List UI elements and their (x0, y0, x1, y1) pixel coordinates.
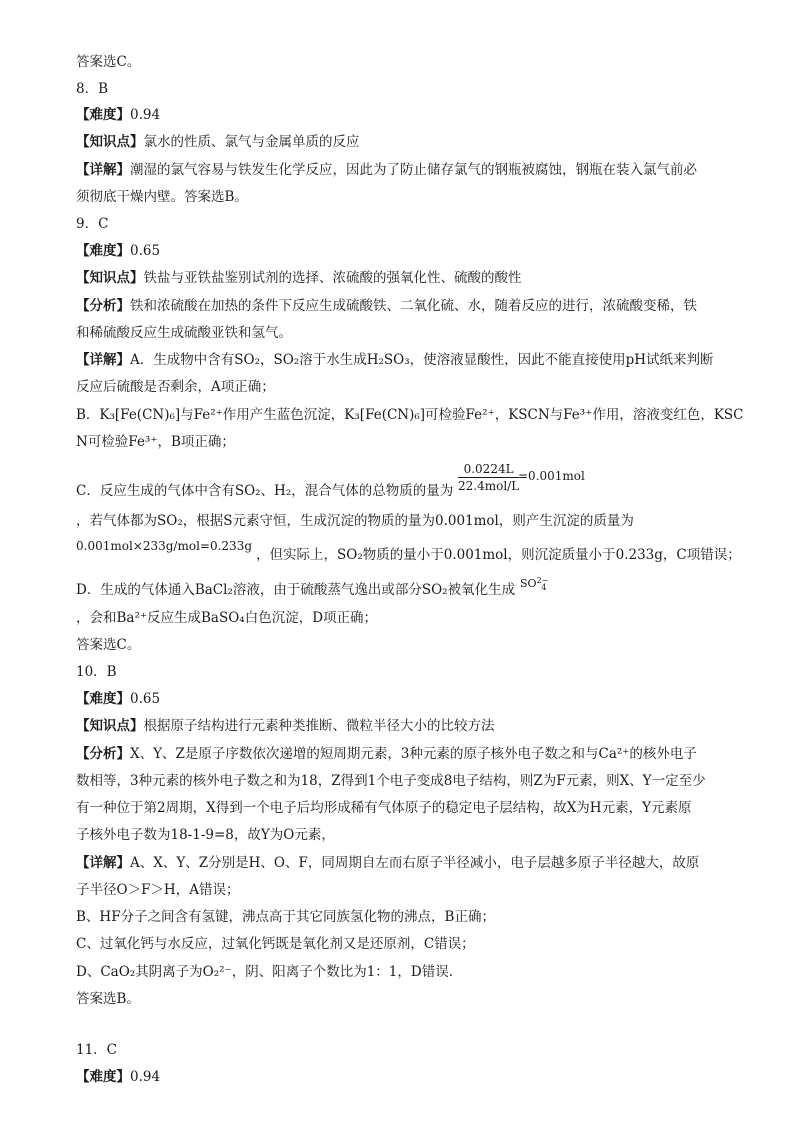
text-line: 反应后硫酸是否剩余，A项正确； (76, 379, 275, 395)
detail-line: 【详解】潮湿的氯气容易与铁发生化学反应，因此为了防止储存氯气的钢瓶被腐蚀，钢瓶在装入氯气前必 (76, 162, 697, 178)
question-number: 10．B (76, 664, 117, 680)
text-line: 须彻底干燥内壁。答案选B。 (76, 189, 248, 205)
question-number: 11．C (76, 1042, 118, 1058)
text-line: 有一种位于第2周期，X得到一个电子后均形成稀有气体原子的稳定电子层结构，故X为H元素，Y元素原 (76, 800, 692, 816)
question-number: 8．B (76, 81, 109, 97)
fraction-numerator: 0.0224L (458, 462, 519, 478)
analysis-line: 【分析】X、Y、Z是原子序数依次递增的短周期元素，3种元素的原子核外电子数之和与Ca²⁺的核外电子 (76, 746, 697, 762)
difficulty-line: 【难度】0.65 (76, 691, 161, 707)
mass-formula: 0.001mol×233g/mol=0.233g (76, 539, 253, 553)
detail-line: 【详解】A、X、Y、Z分别是H、O、F，同周期自左而右原子半径减小，电子层越多原子半径越大，故原 (76, 855, 700, 871)
sulfate-ion-formula: $SO^{2-}_4$ (520, 576, 549, 592)
difficulty-line: 【难度】0.94 (76, 107, 161, 123)
detail-line: 【详解】A．生成物中含有SO₂，SO₂溶于水生成H₂SO₃，使溶液显酸性，因此不能直接使用pH试纸来判断 (76, 352, 714, 368)
analysis-line: 【分析】铁和浓硫酸在加热的条件下反应生成硫酸铁、二氧化硫、水，随着反应的进行，浓硫酸变稀，铁 (76, 298, 697, 314)
text-line: D、CaO₂其阴离子为O₂²⁻，阴、阳离子个数比为1：1，D错误． (76, 964, 463, 980)
fraction-denominator: 22.4mol/L (458, 479, 520, 493)
text-line: D．生成的气体通入BaCl₂溶液，由于硫酸蒸气逸出或部分SO₂被氧化生成 (76, 582, 516, 598)
text-line: 子核外电子数为18-1-9=8，故Y为O元素， (76, 827, 335, 843)
text-line: 子半径O＞F＞H，A错误； (76, 882, 240, 898)
text-line: N可检验Fe³⁺，B项正确； (76, 434, 235, 450)
fraction-result: =0.001mol (518, 469, 585, 483)
knowledge-line: 【知识点】氯水的性质、氯气与金属单质的反应 (76, 134, 360, 150)
text-line: 答案选C。 (76, 54, 141, 70)
text-line: 答案选B。 (76, 991, 140, 1007)
text-line: ，会和Ba²⁺反应生成BaSO₄白色沉淀，D项正确； (76, 610, 378, 626)
question-number: 9．C (76, 216, 109, 232)
difficulty-line: 【难度】0.65 (76, 243, 161, 259)
text-line: ，若气体都为SO₂，根据S元素守恒，生成沉淀的物质的量为0.001mol，则产生沉淀的质量为 (76, 513, 634, 529)
text-line: 和稀硫酸反应生成硫酸亚铁和氢气。 (76, 325, 292, 341)
knowledge-line: 【知识点】铁盐与亚铁盐鉴别试剂的选择、浓硫酸的强氧化性、硫酸的酸性 (76, 270, 522, 286)
text-line: 数相等，3种元素的核外电子数之和为18，Z得到1个电子变成8电子结构，则Z为F元素，则X、Y一定至少 (76, 773, 706, 789)
text-line: C．反应生成的气体中含有SO₂、H₂，混合气体的总物质的量为 (76, 483, 454, 499)
difficulty-line: 【难度】0.94 (76, 1069, 161, 1085)
fraction-formula (458, 462, 519, 493)
text-line: B．K₃[Fe(CN)₆]与Fe²⁺作用产生蓝色沉淀，K₃[Fe(CN)₆]可检验Fe²⁺，KSCN与Fe³⁺作用，溶液变红色，KSC (76, 407, 744, 423)
knowledge-line: 【知识点】根据原子结构进行元素种类推断、微粒半径大小的比较方法 (76, 718, 495, 734)
text-line: C、过氧化钙与水反应，过氧化钙既是氧化剂又是还原剂，C错误； (76, 936, 475, 952)
text-line: ，但实际上，SO₂物质的量小于0.001mol，则沉淀质量小于0.233g，C项错误； (256, 547, 741, 563)
text-line: 答案选C。 (76, 637, 141, 653)
text-line: B、HF分子之间含有氢键，沸点高于其它同族氢化物的沸点，B正确； (76, 909, 495, 925)
